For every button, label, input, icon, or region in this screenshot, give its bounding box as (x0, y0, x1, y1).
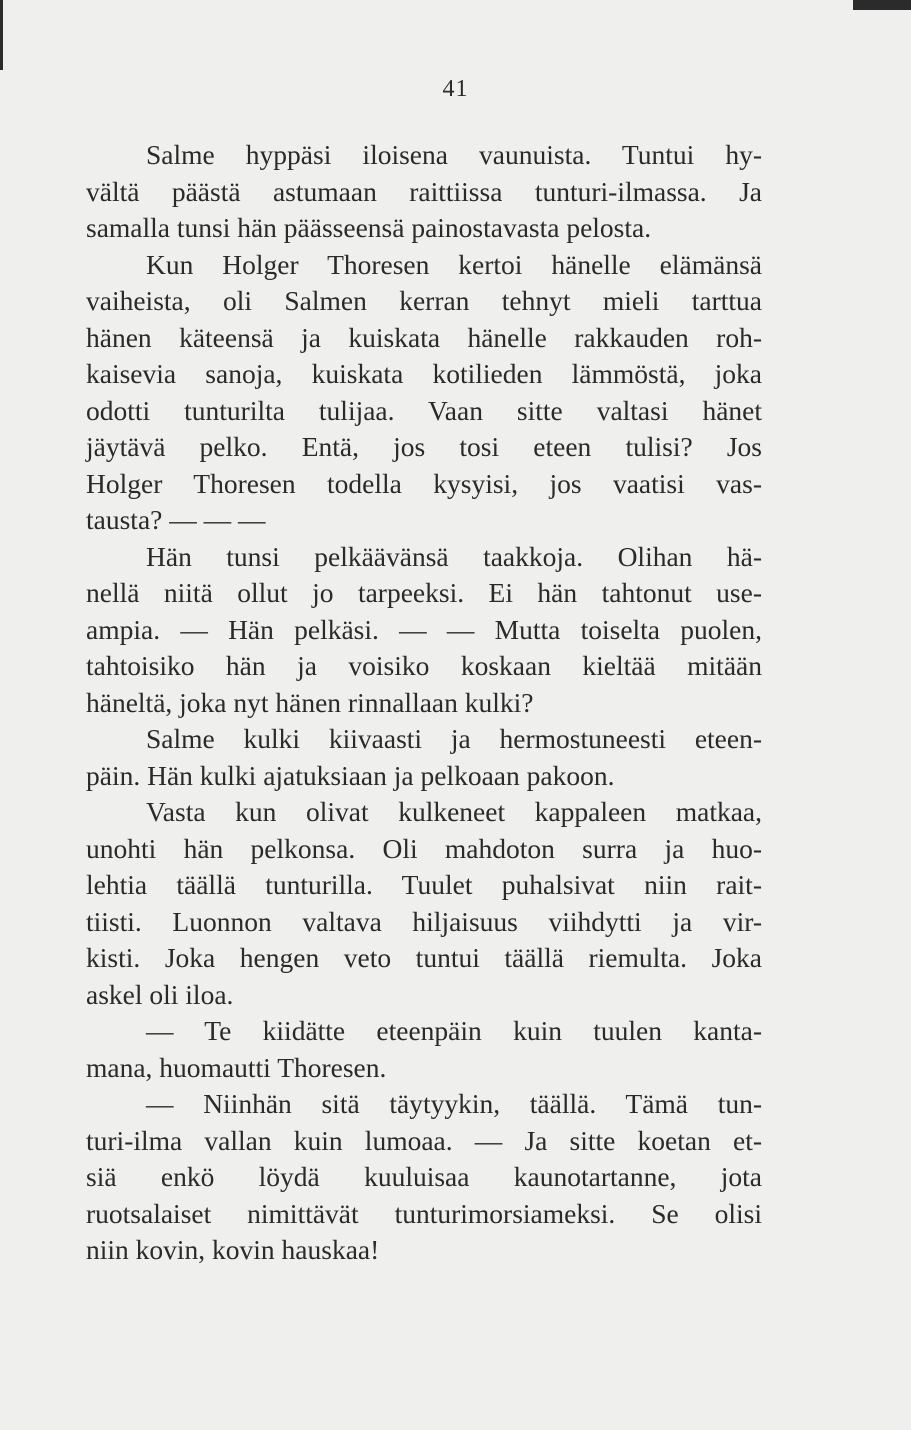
text-line: hänen käteensä ja kuiskata hänelle rakkauden roh- (86, 321, 762, 353)
text-line: Holger Thoresen todella kysyisi, jos vaatisi vas- (86, 467, 762, 499)
text-line: lehtia täällä tunturilla. Tuulet puhalsivat niin rait- (86, 869, 762, 900)
text-line: Hän tunsi pelkäävänsä taakkoja. Olihan hä- (146, 540, 762, 572)
text-line: tiisti. Luonnon valtava hiljaisuus viihdytti ja vir- (86, 905, 762, 937)
text-line: siä enkö löydä kuuluisaa kaunotartanne, jota (86, 1161, 762, 1192)
text-line: vältä päästä astumaan raittiissa tunturi-ilmassa. Ja (86, 175, 762, 207)
text-line: tahtoisiko hän ja voisiko koskaan kieltää mitään (86, 650, 762, 681)
text-line: — Niinhän sitä täytyykin, täällä. Tämä tun- (146, 1088, 762, 1119)
text-line: odotti tunturilta tulijaa. Vaan sitte valtasi hänet (86, 394, 762, 426)
text-line: jäytävä pelko. Entä, jos tosi eteen tulisi? Jos (86, 431, 762, 462)
text-line: Salme hyppäsi iloisena vaunuista. Tuntui hy- (146, 139, 762, 170)
text-line: Vasta kun olivat kulkeneet kappaleen matkaa, (146, 796, 762, 827)
text-line: kaisevia sanoja, kuiskata kotilieden lämmöstä, joka (86, 358, 762, 389)
text-line: ruotsalaiset nimittävät tunturimorsiameksi. Se olisi (86, 1197, 762, 1229)
text-line: niin kovin, kovin hauskaa! (86, 1234, 380, 1265)
text-line: turi-ilma vallan kuin lumoaa. — Ja sitte koetan et- (86, 1124, 762, 1156)
scan-edge-left (0, 0, 3, 70)
scan-edge-right (853, 0, 911, 10)
text-line: samalla tunsi hän päässeensä painostavasta pelosta. (86, 212, 652, 243)
text-line: häneltä, joka nyt hänen rinnallaan kulki? (86, 686, 534, 718)
text-line: ampia. — Hän pelkäsi. — — Mutta toiselta puolen, (86, 613, 762, 645)
text-line: Salme kulki kiivaasti ja hermostuneesti eteen- (146, 723, 762, 754)
text-line: mana, huomautti Thoresen. (86, 1051, 387, 1083)
text-line: nellä niitä ollut jo tarpeeksi. Ei hän tahtonut use- (86, 577, 762, 608)
text-line: päin. Hän kulki ajatuksiaan ja pelkoaan pakoon. (86, 759, 615, 791)
text-line: askel oli iloa. (86, 978, 234, 1010)
text-line: Kun Holger Thoresen kertoi hänelle elämänsä (146, 248, 762, 280)
text-line: kisti. Joka hengen veto tuntui täällä riemulta. Joka (86, 942, 762, 973)
text-line: — Te kiidätte eteenpäin kuin tuulen kanta- (146, 1015, 762, 1046)
page-number: 41 (442, 76, 469, 102)
text-line: unohti hän pelkonsa. Oli mahdoton surra ja huo- (86, 832, 762, 864)
text-line: tausta? — — — (86, 504, 266, 535)
text-line: vaiheista, oli Salmen kerran tehnyt mieli tarttua (86, 285, 762, 316)
